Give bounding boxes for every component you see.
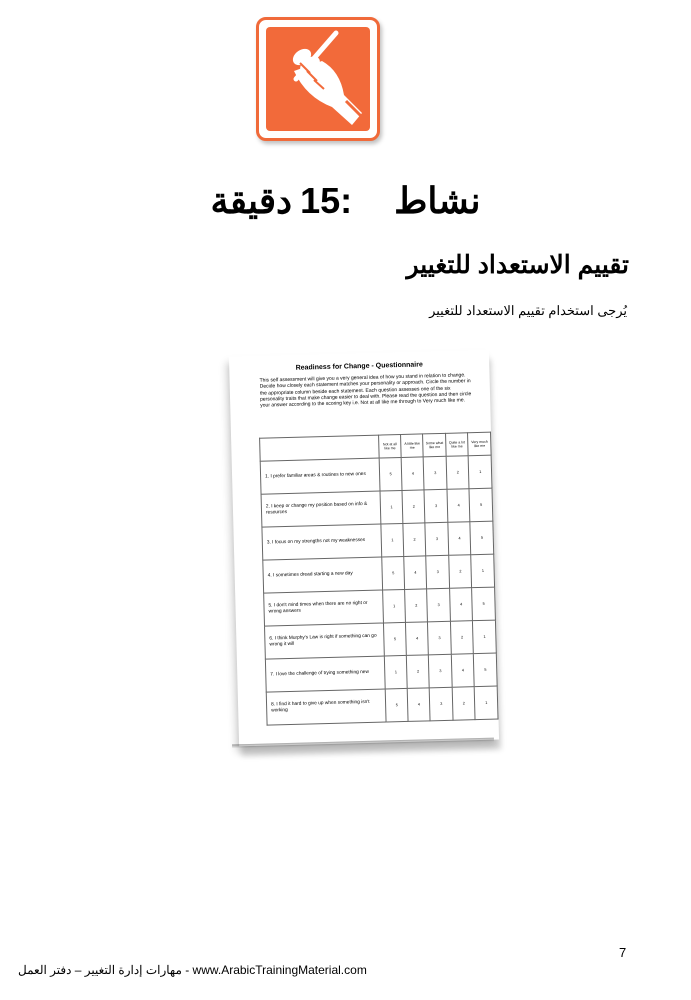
score-cell: 5	[470, 521, 493, 555]
score-cell: 4	[451, 654, 474, 688]
statement-cell: 2. I keep or change my position based on info & resources	[261, 491, 381, 527]
activity-minutes: :15	[300, 180, 353, 221]
score-cell: 5	[474, 653, 497, 687]
questionnaire-table	[259, 432, 498, 726]
score-cell: 2	[449, 555, 472, 589]
score-cell: 1	[475, 686, 498, 720]
statement-cell: 7. I love the challenge of trying something new	[265, 656, 385, 692]
hand-gripping-icon	[266, 27, 370, 131]
column-header: Not at all like me	[379, 434, 402, 458]
statement-cell: 1. I prefer familiar areas & routines to new ones	[260, 458, 380, 494]
activity-unit: دقيقة	[210, 180, 293, 221]
score-cell: 5	[472, 587, 495, 621]
score-cell: 4	[448, 522, 471, 556]
score-cell: 3	[428, 621, 451, 655]
score-cell: 3	[430, 687, 453, 721]
score-cell: 1	[471, 554, 494, 588]
score-cell: 2	[446, 456, 469, 490]
score-cell: 5	[379, 457, 402, 491]
footer-text: مهارات إدارة التغيير – دفتر العمل - www.ArabicTrainingMaterial.com	[18, 963, 367, 977]
score-cell: 4	[450, 588, 473, 622]
instruction-text: يُرجى استخدام تقييم الاستعداد للتغيير	[429, 303, 627, 318]
score-cell: 2	[450, 621, 473, 655]
score-cell: 5	[384, 622, 407, 656]
score-cell: 5	[382, 556, 405, 590]
table-header-blank	[260, 435, 380, 461]
questionnaire-intro: This self assessment will give you a very general idea of how you stand in relation to change. Decide how closely each statement matches your personality or approach. Circle the number in the appropriate column beside each statement. Each question assesses one of the six personality traits that make change easier to deal with. Please read the question and then circle your answer according to the scoring key i.e. Not at all like me through to Very much like me.	[259, 372, 472, 409]
table-row	[266, 686, 498, 725]
score-cell: 2	[405, 589, 428, 623]
score-cell: 1	[380, 490, 403, 524]
section-title: تقييم الاستعداد للتغيير	[406, 251, 629, 279]
score-cell: 2	[403, 523, 426, 557]
questionnaire-title: Readiness for Change - Questionnaire	[295, 361, 423, 372]
score-cell: 3	[426, 555, 449, 589]
score-cell: 3	[424, 456, 447, 490]
page-number: 7	[619, 945, 627, 960]
activity-label: نشاط	[394, 180, 481, 221]
score-cell: 1	[381, 523, 404, 557]
score-cell: 1	[384, 655, 407, 689]
score-cell: 2	[402, 490, 425, 524]
score-cell: 4	[401, 457, 424, 491]
score-cell: 4	[406, 622, 429, 656]
column-header: Some what like me	[423, 433, 446, 457]
activity-icon-frame	[256, 17, 380, 141]
score-cell: 3	[427, 588, 450, 622]
questionnaire-sheet	[229, 350, 499, 747]
score-cell: 4	[404, 556, 427, 590]
score-cell: 1	[469, 455, 492, 489]
questionnaire-image	[228, 345, 500, 755]
column-header: Very much like me	[468, 432, 491, 456]
score-cell: 2	[407, 655, 430, 689]
statement-cell: 3. I focus on my strengths not my weaknesses	[262, 524, 382, 560]
column-header: A little like me	[401, 434, 424, 458]
statement-cell: 4. I sometimes dread starting a new day	[263, 557, 383, 593]
score-cell: 3	[429, 654, 452, 688]
column-header: Quite a lot like me	[445, 433, 468, 457]
score-cell: 3	[425, 522, 448, 556]
score-cell: 4	[407, 688, 430, 722]
score-cell: 1	[473, 620, 496, 654]
statement-cell: 8. I find it hard to give up when something isn't working	[266, 689, 386, 725]
score-cell: 1	[383, 589, 406, 623]
statement-cell: 6. I think Murphy's Law is right if something can go wrong it will	[265, 623, 385, 659]
activity-title	[0, 180, 691, 222]
score-cell: 4	[447, 489, 470, 523]
score-cell: 5	[469, 488, 492, 522]
score-cell: 5	[385, 688, 408, 722]
statement-cell: 5. I don't mind times when there are no right or wrong answers	[264, 590, 384, 626]
score-cell: 3	[424, 489, 447, 523]
score-cell: 2	[452, 687, 475, 721]
